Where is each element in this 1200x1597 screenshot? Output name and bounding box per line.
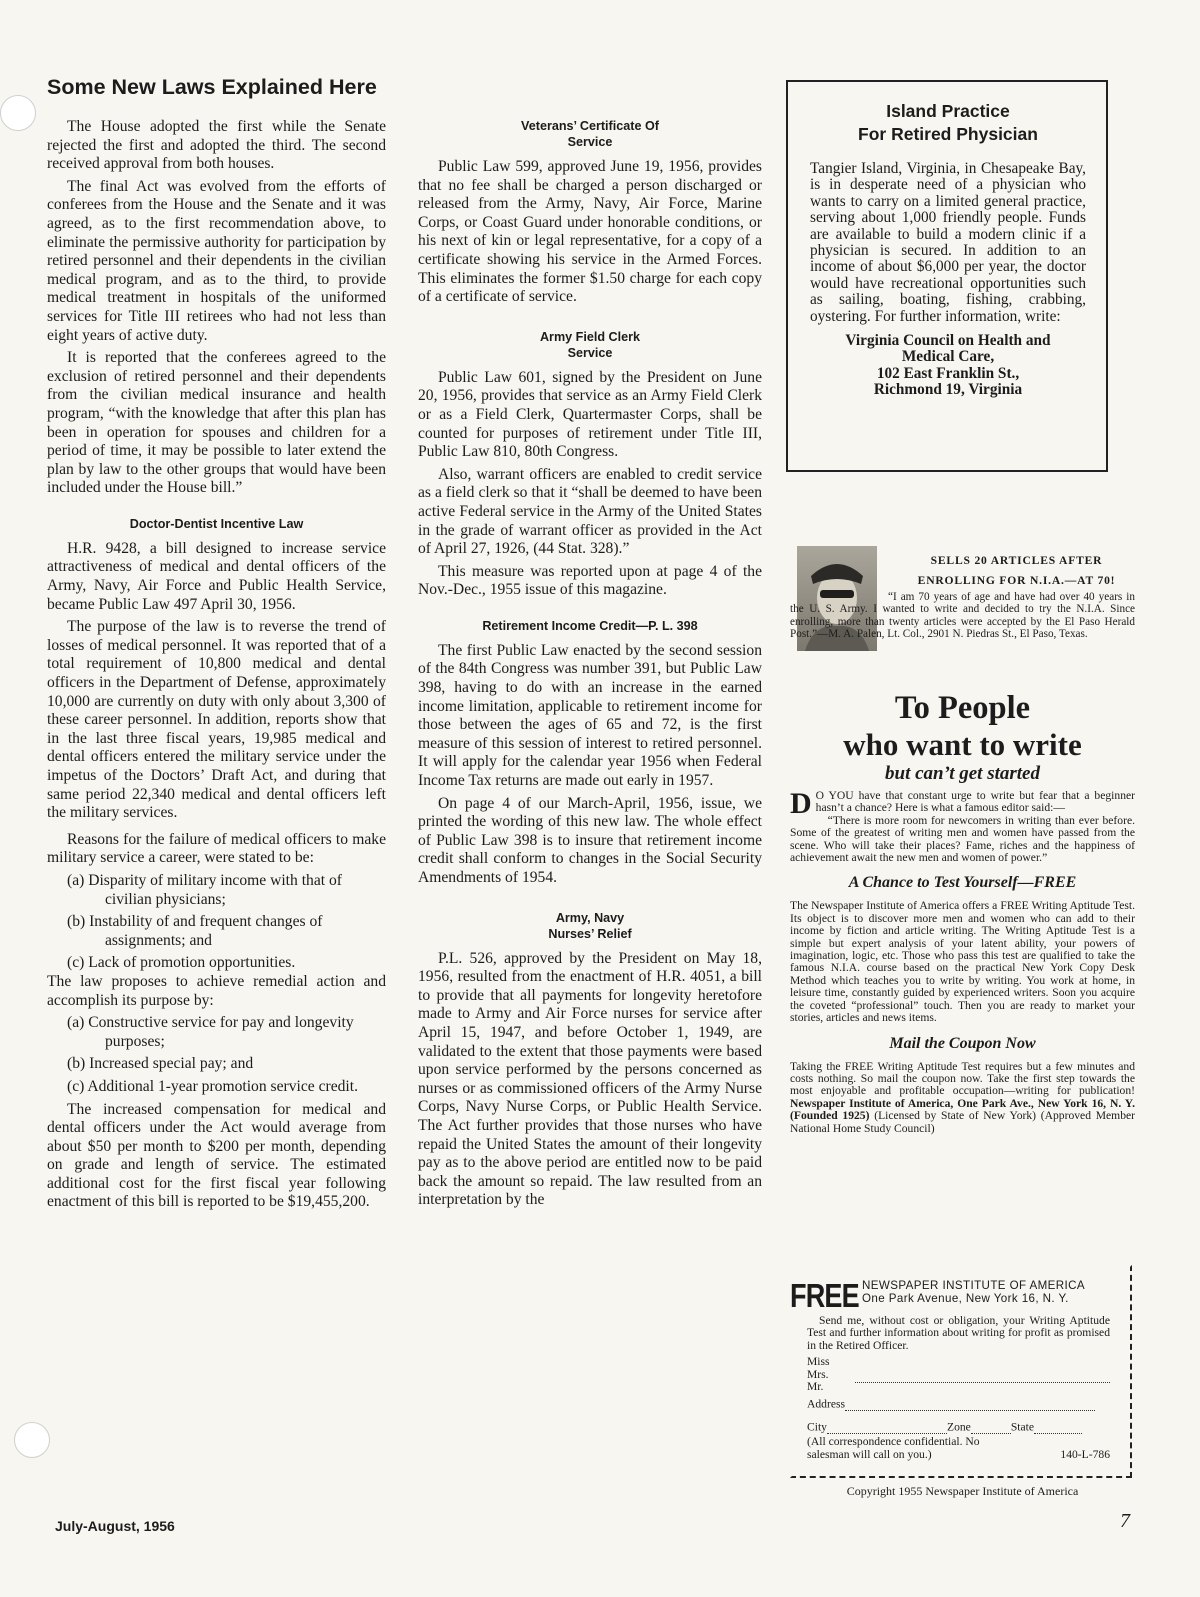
address-line: Virginia Council on Health and — [845, 332, 1051, 350]
paragraph: The final Act was evolved from the efforts of conferees from the House and the Senate and it was agreed, as to the first recommendation above, to eliminate the permissive authority for participation by retired personnel and their dependents in the civilian medical program, and as to the third, to provide medical treatment in hospitals of the uniformed services for Title III retirees who had not less than eight years of active duty. — [47, 177, 386, 344]
zone-field[interactable] — [971, 1421, 1011, 1434]
ad-paragraph-text: (Licensed by State of New York) (Approved Member National Home Study Council) — [790, 1109, 1136, 1135]
coupon-org-address: One Park Avenue, New York 16, N. Y. — [862, 1292, 1069, 1305]
name-fields — [807, 1356, 1110, 1396]
ad-intro — [790, 787, 1135, 820]
ad-body — [790, 787, 1136, 1135]
box-text: Tangier Island, Virginia, in Chesapeake Bay, is in desperate need of a physician who wants to carry on a limited general practice, serving about 1,000 friendly people. Funds are available to build a modern clinic if a physician is secured. In addition to an income of about $6,000 per year, the doctor would have recreational opportunities such as sailing, boating, fishing, crabbing, oystering. For further information, write: — [810, 160, 1086, 325]
paragraph: The House adopted the first while the Senate rejected the first and adopted the third. The second received approval from both houses. — [47, 118, 386, 173]
title-mrs[interactable]: Mrs. — [807, 1367, 829, 1381]
box-title — [810, 100, 1086, 146]
section-heading: Veterans’ Certificate Of Service — [521, 119, 659, 149]
testimonial-quote: “I am 70 years of age and have had over 40 years in the U. S. Army. I wanted to write and decided to try the N.I.A. Since enrolling, more than twenty articles were accepted by the El Paso Herald Post.”—M. A. Palen, Lt. Col., 2901 N. Piedras St., El Paso, Texas. — [790, 591, 1135, 641]
address-row — [807, 1398, 1110, 1411]
ad-paragraph: The Newspaper Institute of America offers a FREE Writing Aptitude Test. Its object is to discover more men and women who can add to their income by fiction and article writing. The Writing Aptitude Test is a simple but expert analysis of your latent ability, your powers of imagination, logic, etc. Those who pass this test are qualified to take the famous N.I.A. course based on the practical New York Copy Desk Method which teaches you to write by writing. You work at home, in leisure time, constantly guided by experienced writers. Soon you acquire the coveted “professional” touch. Then you are ready to market your stories, articles and news items. — [790, 899, 1135, 1025]
city-field[interactable] — [827, 1421, 947, 1434]
paragraph: P.L. 526, approved by the President on May 18, 1956, resulted from the enactment of H.R. 4051, a bill to provide that all payments for longevity heretofore made to Army and Air Force nurses for service after April 15, 1947, and before October 1, 1949, are validated to the extent that those payments were based upon service performed by the persons concerned as nurses or as commissioned officers of the Army Nurse Corps, Navy Nurse Corps, or Public Health Service. The Act further provides that those nurses who have repaid the United States the amount of their longevity pay as to the above period are entitled now to be paid back the amount so repaid. The law resulted from an interpretation by the — [418, 949, 762, 1209]
list-item: (b) Increased special pay; and — [67, 1055, 254, 1073]
state-label: State — [1010, 1420, 1034, 1434]
paragraph: It is reported that the conferees agreed to the exclusion of retired personnel and their dependents from the civilian medical insurance and health program, “with the knowledge that after this plan has been in operation for spouses and children for a period of time, it may be possible to later extend the plan by law to the other groups that would have been included under the House bill.” — [47, 349, 386, 497]
title-mr[interactable]: Mr. — [807, 1380, 824, 1394]
binder-hole-bottom — [14, 1422, 50, 1458]
page-headline: Some New Laws Explained Here — [47, 75, 377, 99]
ad-subheading: Mail the Coupon Now — [889, 1034, 1036, 1052]
address-line: Richmond 19, Virginia — [873, 381, 1023, 399]
paragraph: Public Law 599, approved June 19, 1956, provides that no fee shall be charged a person discharged or released from the Army, Navy, Air Force, Marine Corps, or Coast Guard under honorable conditions, or his next of kin or legal representative, for a copy of a certificate showing his service in the Armed Forces. This eliminates the former $1.50 charge for each copy of a certificate of service. — [418, 158, 762, 306]
paragraph: The purpose of the law is to reverse the trend of losses of medical personnel. It was reported that of a total requirement of 10,800 medical and dental officers in the Department of Defense, approximately 10,000 are currently on duty with only about 3,300 of these career personnel. In addition, reports show that in the last three fiscal years, 19,985 medical and dental officers entered the military service under the impetus of the Doctors’ Draft Act, and during that same period 22,340 medical and dental officers left the military services. — [47, 618, 386, 822]
list-item: (a) Disparity of military income with that of civilian physicians; — [67, 871, 342, 908]
paragraph: Public Law 601, signed by the President on June 20, 1956, provides that service as an Army Field Clerk or as a Field Clerk, Quartermaster Corps, shall be counted for purposes of retirement under Title III, Public Law 810, 80th Congress. — [418, 368, 762, 461]
coupon[interactable] — [790, 1265, 1135, 1485]
paragraph: On page 4 of our March-April, 1956, issue, we printed the wording of this new law. The whole effect of Public Law 398 is to insure that retirement income credit shall conform to changes in the Social Security Amendments of 1954. — [418, 794, 762, 886]
coupon-note-row — [807, 1436, 1110, 1461]
copyright: Copyright 1955 Newspaper Institute of America — [846, 1484, 1079, 1498]
coupon-note: (All correspondence confidential. No salesman will call on you.) — [807, 1435, 980, 1461]
address-field[interactable] — [845, 1398, 1095, 1411]
box-address — [810, 333, 1086, 399]
testimonial-heading-line: SELLS 20 ARTICLES AFTER — [930, 554, 1103, 567]
ad-headline-3: but can’t get started — [885, 763, 1040, 784]
section-heading: Army, Navy Nurses’ Relief — [548, 910, 632, 941]
ad-intro-text: O YOU have that constant urge to write but fear that a beginner hasn’t a chance? Here is what a famous editor said:— — [815, 789, 1135, 815]
box-title-line-2: For Retired Physician — [858, 124, 1038, 144]
issue-date: July-August, 1956 — [55, 1518, 175, 1534]
coupon-body — [807, 1315, 1110, 1461]
testimonial-heading — [898, 551, 1135, 591]
ad-intro-quote: “There is more room for newcomers in writing than ever before. Some of the greatest of writing men and women have passed from the scene. Who will take their places? Fame, riches and the happiness of achievement await the new men and women of power.” — [790, 813, 1135, 865]
coupon-org-name: NEWSPAPER INSTITUTE OF AMERICA — [862, 1279, 1086, 1292]
paragraph: The first Public Law enacted by the second session of the 84th Congress was number 391, but Public Law 398, having to do with an increase in the earned income limitation, applicable to retirement income for those between the ages of 65 and 72, is the first measure of this session of interest to retired personnel. It will apply for the calendar year 1956 when Federal Income Tax returns are made out early in 1957. — [418, 641, 762, 790]
section-heading: Army Field Clerk Service — [539, 329, 641, 360]
ad-headline-2: who want to write — [843, 727, 1082, 762]
zone-label: Zone — [946, 1420, 971, 1434]
ad-headline-1: To People — [894, 690, 1031, 726]
drop-cap: D — [790, 787, 812, 820]
column-2 — [418, 118, 762, 1214]
name-field[interactable] — [855, 1370, 1110, 1383]
coupon-free-label: FREE — [790, 1277, 859, 1314]
city-label: City — [807, 1420, 827, 1434]
section-heading: Doctor-Dentist Incentive Law — [129, 516, 304, 531]
box-title-line-1: Island Practice — [886, 101, 1010, 121]
coupon-code: 140-L-786 — [1060, 1447, 1110, 1461]
coupon-text: Send me, without cost or obligation, your Writing Aptitude Test and further information about writing for profit as promised in the Retired Officer. — [807, 1314, 1110, 1352]
coupon-organization — [862, 1279, 1085, 1305]
page-number: 7 — [1120, 1510, 1130, 1532]
title-miss[interactable]: Miss — [807, 1355, 830, 1369]
paragraph: This measure was reported upon at page 4 of the Nov.-Dec., 1955 issue of this magazine. — [418, 562, 762, 599]
list-item: (a) Constructive service for pay and longevity purposes; — [67, 1014, 354, 1050]
paragraph: Reasons for the failure of medical officers to make military service a career, were stated to be: — [47, 830, 386, 867]
ad-paragraph-bold: Newspaper Institute of America, One Park Ave., New York 16, N. Y. (Founded 1925) — [790, 1096, 1135, 1123]
list-item: (b) Instability of and frequent changes of assignments; and — [67, 913, 323, 949]
section-heading: Retirement Income Credit—P. L. 398 — [482, 618, 698, 633]
list-item: (c) Additional 1-year promotion service credit. — [67, 1077, 358, 1095]
city-row — [807, 1421, 1110, 1434]
ad-paragraph-text: Taking the FREE Writing Aptitude Test requires but a few minutes and costs nothing. So mail the coupon now. Take the first step towards the most enjoyable and profitable occupation—writing for publication! — [790, 1059, 1135, 1098]
testimonial-heading-line: ENROLLING FOR N.I.A.—AT 70! — [917, 574, 1116, 587]
address-label: Address — [807, 1397, 845, 1411]
binder-hole-top — [0, 95, 36, 131]
paragraph: Also, warrant officers are enabled to credit service as a field clerk so that it “shall be deemed to have been active Federal service in the Army of the United States in the grade of warrant officer as provided in the Act of April 27, 1926, (44 Stat. 328).” — [418, 465, 762, 558]
list-item: (c) Lack of promotion opportunities. — [67, 954, 296, 972]
ad-paragraph — [790, 1061, 1135, 1135]
address-line: 102 East Franklin St., — [876, 364, 1020, 382]
ad-subheading: A Chance to Test Yourself—FREE — [848, 874, 1077, 892]
address-line: Medical Care, — [901, 348, 995, 366]
state-field[interactable] — [1034, 1421, 1082, 1434]
island-practice-box — [786, 80, 1108, 472]
paragraph: The law proposes to achieve remedial action and accomplish its purpose by: — [47, 972, 386, 1009]
paragraph: The increased compensation for medical and dental officers under the Act would average from about $50 per month to $200 per month, depending on grade and length of service. The estimated additional cost for the first fiscal year following enactment of this bill is reported to be $19,455,200. — [47, 1100, 386, 1211]
nia-ad-testimonial — [790, 546, 1135, 676]
column-1 — [47, 118, 386, 1216]
paragraph: H.R. 9428, a bill designed to increase service attractiveness of medical and dental officers of the Army, Navy, Air Force and Public Health Service, became Public Law 497 April 30, 1956. — [47, 539, 386, 613]
